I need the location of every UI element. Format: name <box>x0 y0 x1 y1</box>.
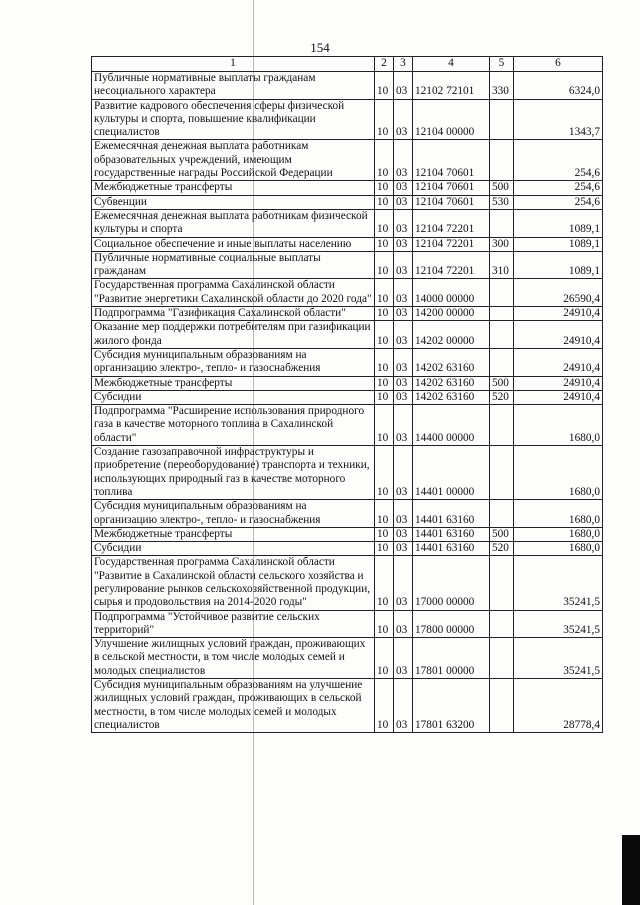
row-amount-cell: 24910,4 <box>514 376 603 390</box>
row-amount-cell: 28778,4 <box>514 679 603 733</box>
column-header-target-article: 4 <box>413 57 490 72</box>
row-expense-type-cell <box>490 500 514 528</box>
row-subsection-cell: 03 <box>394 500 413 528</box>
row-subsection-cell: 03 <box>394 307 413 321</box>
row-target-article-cell: 14202 63160 <box>413 376 490 390</box>
row-expense-type-cell <box>490 679 514 733</box>
row-target-article-cell: 12104 72201 <box>413 251 490 279</box>
row-amount-cell: 26590,4 <box>514 279 603 307</box>
row-expense-type-cell <box>490 446 514 500</box>
row-subsection-cell: 03 <box>394 556 413 610</box>
row-expense-type-cell <box>490 279 514 307</box>
row-expense-type-cell <box>490 209 514 237</box>
row-section-cell: 10 <box>375 376 394 390</box>
row-target-article-cell: 12104 72201 <box>413 237 490 251</box>
row-section-cell: 10 <box>375 72 394 100</box>
row-name-cell: Создание газозаправочной инфраструктуры и приобретение (переоборудование) транспорта и техники, использующих природный газ в качестве моторного топлива <box>92 446 375 500</box>
row-subsection-cell: 03 <box>394 181 413 195</box>
row-name-cell: Ежемесячная денежная выплата работникам образовательных учреждений, имеющим государственные награды Российской Федерации <box>92 140 375 181</box>
row-subsection-cell: 03 <box>394 99 413 140</box>
row-section-cell: 10 <box>375 679 394 733</box>
row-target-article-cell: 12104 70601 <box>413 195 490 209</box>
row-amount-cell: 24910,4 <box>514 321 603 349</box>
row-name-cell: Оказание мер поддержки потребителям при газификации жилого фонда <box>92 321 375 349</box>
table-row <box>92 237 603 251</box>
row-section-cell: 10 <box>375 446 394 500</box>
row-subsection-cell: 03 <box>394 610 413 638</box>
row-subsection-cell: 03 <box>394 72 413 100</box>
table-row <box>92 72 603 100</box>
row-amount-cell: 24910,4 <box>514 348 603 376</box>
row-expense-type-cell: 520 <box>490 390 514 404</box>
row-section-cell: 10 <box>375 321 394 349</box>
row-name-cell: Межбюджетные трансферты <box>92 376 375 390</box>
row-subsection-cell: 03 <box>394 209 413 237</box>
row-subsection-cell: 03 <box>394 405 413 446</box>
row-target-article-cell: 14401 00000 <box>413 446 490 500</box>
row-section-cell: 10 <box>375 610 394 638</box>
table-row <box>92 542 603 556</box>
row-section-cell: 10 <box>375 527 394 541</box>
table-row <box>92 390 603 404</box>
row-name-cell: Подпрограмма "Расширение использования природного газа в качестве моторного топлива в Сахалинской области" <box>92 405 375 446</box>
row-subsection-cell: 03 <box>394 527 413 541</box>
row-subsection-cell: 03 <box>394 679 413 733</box>
row-name-cell: Субсидия муниципальным образованиям на организацию электро-, тепло- и газоснабжения <box>92 500 375 528</box>
budget-table <box>91 56 603 733</box>
row-amount-cell: 35241,5 <box>514 556 603 610</box>
row-name-cell: Межбюджетные трансферты <box>92 527 375 541</box>
row-name-cell: Субсидия муниципальным образованиям на улучшение жилищных условий граждан, проживающих в сельской местности, в том числе молодых семей и молодых специалистов <box>92 679 375 733</box>
row-amount-cell: 1089,1 <box>514 251 603 279</box>
table-row <box>92 638 603 679</box>
row-target-article-cell: 17000 00000 <box>413 556 490 610</box>
row-expense-type-cell <box>490 307 514 321</box>
column-header-name: 1 <box>92 57 375 72</box>
row-subsection-cell: 03 <box>394 195 413 209</box>
row-section-cell: 10 <box>375 542 394 556</box>
row-subsection-cell: 03 <box>394 140 413 181</box>
row-section-cell: 10 <box>375 556 394 610</box>
row-amount-cell: 35241,5 <box>514 610 603 638</box>
row-section-cell: 10 <box>375 390 394 404</box>
row-target-article-cell: 14202 00000 <box>413 321 490 349</box>
row-amount-cell: 1680,0 <box>514 527 603 541</box>
row-section-cell: 10 <box>375 405 394 446</box>
row-expense-type-cell: 500 <box>490 376 514 390</box>
row-subsection-cell: 03 <box>394 279 413 307</box>
table-row <box>92 140 603 181</box>
page-number: 154 <box>310 40 330 55</box>
row-target-article-cell: 14400 00000 <box>413 405 490 446</box>
table-body <box>92 72 603 733</box>
row-expense-type-cell <box>490 99 514 140</box>
row-section-cell: 10 <box>375 209 394 237</box>
row-expense-type-cell: 530 <box>490 195 514 209</box>
row-name-cell: Подпрограмма "Газификация Сахалинской области" <box>92 307 375 321</box>
row-target-article-cell: 17801 00000 <box>413 638 490 679</box>
row-name-cell: Публичные нормативные социальные выплаты гражданам <box>92 251 375 279</box>
row-target-article-cell: 14401 63160 <box>413 542 490 556</box>
row-subsection-cell: 03 <box>394 390 413 404</box>
row-section-cell: 10 <box>375 307 394 321</box>
table-row <box>92 610 603 638</box>
row-amount-cell: 254,6 <box>514 195 603 209</box>
row-amount-cell: 254,6 <box>514 181 603 195</box>
row-target-article-cell: 14401 63160 <box>413 500 490 528</box>
row-section-cell: 10 <box>375 251 394 279</box>
row-target-article-cell: 14202 63160 <box>413 348 490 376</box>
row-expense-type-cell <box>490 405 514 446</box>
column-header-section: 2 <box>375 57 394 72</box>
scan-fold-line <box>253 0 254 905</box>
row-name-cell: Государственная программа Сахалинской области "Развитие энергетики Сахалинской области до 2020 года" <box>92 279 375 307</box>
row-section-cell: 10 <box>375 181 394 195</box>
row-expense-type-cell: 500 <box>490 527 514 541</box>
row-amount-cell: 254,6 <box>514 140 603 181</box>
row-subsection-cell: 03 <box>394 446 413 500</box>
row-amount-cell: 1089,1 <box>514 209 603 237</box>
row-expense-type-cell: 300 <box>490 237 514 251</box>
row-target-article-cell: 12104 70601 <box>413 181 490 195</box>
table-row <box>92 209 603 237</box>
row-amount-cell: 35241,5 <box>514 638 603 679</box>
row-target-article-cell: 14202 63160 <box>413 390 490 404</box>
row-section-cell: 10 <box>375 638 394 679</box>
table-row <box>92 279 603 307</box>
row-target-article-cell: 12104 72201 <box>413 209 490 237</box>
row-subsection-cell: 03 <box>394 251 413 279</box>
table-row <box>92 500 603 528</box>
row-name-cell: Субсидии <box>92 542 375 556</box>
column-header-subsection: 3 <box>394 57 413 72</box>
row-amount-cell: 6324,0 <box>514 72 603 100</box>
table-row <box>92 376 603 390</box>
scan-edge-mark <box>622 835 640 905</box>
row-section-cell: 10 <box>375 140 394 181</box>
row-amount-cell: 1680,0 <box>514 446 603 500</box>
row-expense-type-cell <box>490 348 514 376</box>
row-subsection-cell: 03 <box>394 348 413 376</box>
row-expense-type-cell: 520 <box>490 542 514 556</box>
row-name-cell: Развитие кадрового обеспечения сферы физической культуры и спорта, повышение квалификации специалистов <box>92 99 375 140</box>
row-expense-type-cell: 310 <box>490 251 514 279</box>
row-subsection-cell: 03 <box>394 237 413 251</box>
row-subsection-cell: 03 <box>394 542 413 556</box>
row-target-article-cell: 12104 70601 <box>413 140 490 181</box>
row-expense-type-cell <box>490 321 514 349</box>
row-subsection-cell: 03 <box>394 376 413 390</box>
row-amount-cell: 1089,1 <box>514 237 603 251</box>
row-target-article-cell: 17800 00000 <box>413 610 490 638</box>
row-target-article-cell: 14000 00000 <box>413 279 490 307</box>
row-amount-cell: 1680,0 <box>514 500 603 528</box>
column-header-amount: 6 <box>514 57 603 72</box>
row-section-cell: 10 <box>375 237 394 251</box>
row-section-cell: 10 <box>375 348 394 376</box>
row-target-article-cell: 12102 72101 <box>413 72 490 100</box>
table-header-row <box>92 57 603 72</box>
row-expense-type-cell <box>490 638 514 679</box>
row-expense-type-cell <box>490 610 514 638</box>
row-target-article-cell: 12104 00000 <box>413 99 490 140</box>
row-name-cell: Субсидия муниципальным образованиям на организацию электро-, тепло- и газоснабжения <box>92 348 375 376</box>
table-row <box>92 679 603 733</box>
row-section-cell: 10 <box>375 500 394 528</box>
row-expense-type-cell <box>490 140 514 181</box>
row-target-article-cell: 14200 00000 <box>413 307 490 321</box>
table-row <box>92 307 603 321</box>
column-header-expense-type: 5 <box>490 57 514 72</box>
table-row <box>92 556 603 610</box>
row-name-cell: Социальное обеспечение и иные выплаты населению <box>92 237 375 251</box>
row-name-cell: Межбюджетные трансферты <box>92 181 375 195</box>
row-subsection-cell: 03 <box>394 321 413 349</box>
row-expense-type-cell: 330 <box>490 72 514 100</box>
row-name-cell: Улучшение жилищных условий граждан, проживающих в сельской местности, в том числе молодых семей и молодых специалистов <box>92 638 375 679</box>
row-name-cell: Ежемесячная денежная выплата работникам физической культуры и спорта <box>92 209 375 237</box>
row-subsection-cell: 03 <box>394 638 413 679</box>
table-row <box>92 251 603 279</box>
row-expense-type-cell: 500 <box>490 181 514 195</box>
row-amount-cell: 24910,4 <box>514 307 603 321</box>
row-section-cell: 10 <box>375 195 394 209</box>
row-amount-cell: 1680,0 <box>514 405 603 446</box>
row-target-article-cell: 14401 63160 <box>413 527 490 541</box>
row-section-cell: 10 <box>375 99 394 140</box>
row-name-cell: Подпрограмма "Устойчивое развитие сельских территорий" <box>92 610 375 638</box>
row-expense-type-cell <box>490 556 514 610</box>
row-amount-cell: 1680,0 <box>514 542 603 556</box>
row-amount-cell: 1343,7 <box>514 99 603 140</box>
row-name-cell: Государственная программа Сахалинской области "Развитие в Сахалинской области сельского хозяйства и регулирование рынков сельскохозяйственной продукции, сырья и продовольствия на 2014-2020 годы" <box>92 556 375 610</box>
row-amount-cell: 24910,4 <box>514 390 603 404</box>
table-row <box>92 405 603 446</box>
row-name-cell: Субсидии <box>92 390 375 404</box>
row-name-cell: Публичные нормативные выплаты гражданам несоциального характера <box>92 72 375 100</box>
table-row <box>92 446 603 500</box>
table-row <box>92 99 603 140</box>
table-row <box>92 321 603 349</box>
table-row <box>92 348 603 376</box>
table-row <box>92 527 603 541</box>
row-section-cell: 10 <box>375 279 394 307</box>
row-target-article-cell: 17801 63200 <box>413 679 490 733</box>
table-row <box>92 181 603 195</box>
table-row <box>92 195 603 209</box>
row-name-cell: Субвенции <box>92 195 375 209</box>
